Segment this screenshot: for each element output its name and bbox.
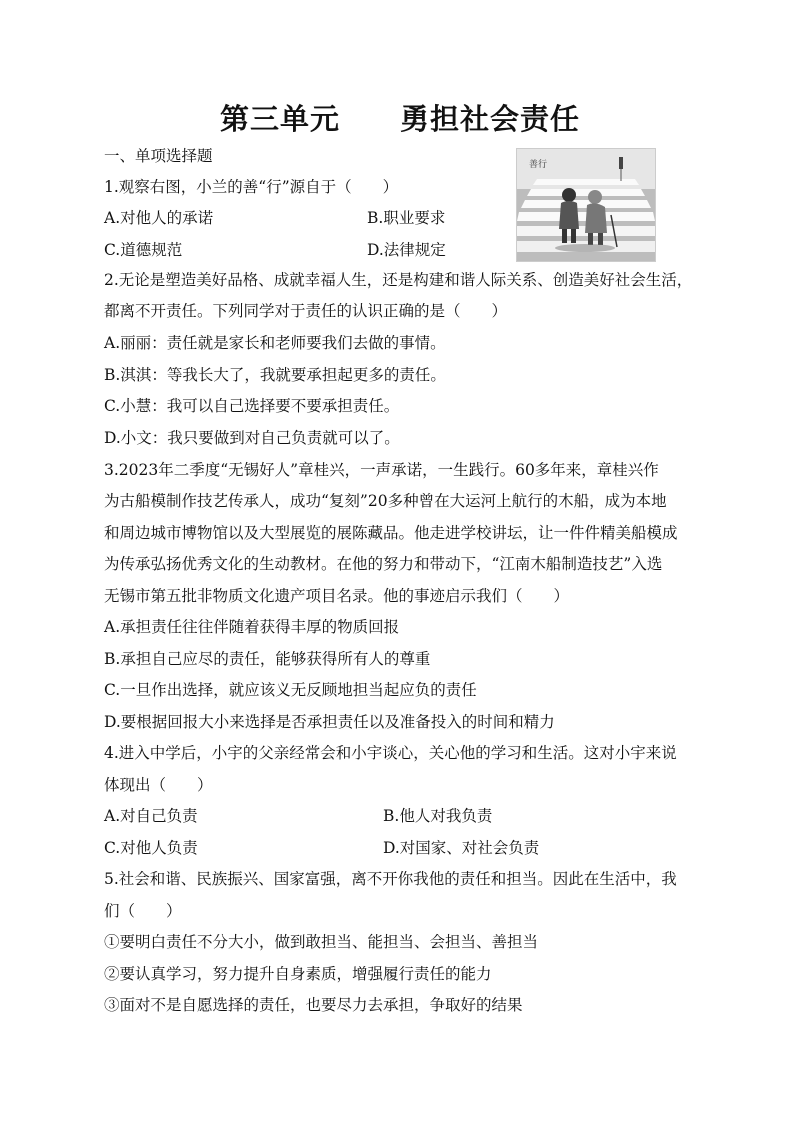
q4-option-d: D.对国家、对社会负责 — [383, 839, 540, 857]
q3-option-a: A.承担责任往往伴随着获得丰厚的物质回报 — [104, 618, 400, 636]
crosswalk-image — [517, 149, 655, 261]
q4-option-a: A.对自己负责 — [104, 807, 198, 825]
q5-statement-1: ①要明白责任不分大小，做到敢担当、能担当、会担当、善担当 — [104, 933, 539, 951]
q3-option-d: D.要根据回报大小来选择是否承担责任以及准备投入的时间和精力 — [104, 713, 555, 731]
q3-option-b: B.承担自己应尽的责任，能够获得所有人的尊重 — [104, 650, 431, 668]
q3-stem-line4: 为传承弘扬优秀文化的生动教材。在他的努力和带动下，“江南木船制造技艺”入选 — [104, 555, 663, 573]
q3-stem-line2: 为古船模制作技艺传承人，成功“复刻”20多种曾在大运河上航行的木船，成为本地 — [104, 492, 667, 510]
q5-statement-3: ③面对不是自愿选择的责任，也要尽力去承担，争取好的结果 — [104, 996, 523, 1014]
q3-stem-line5: 无锡市第五批非物质文化遗产项目名录。他的事迹启示我们（ ） — [104, 587, 570, 605]
q4-option-c: C.对他人负责 — [104, 839, 198, 857]
q1-option-d: D.法律规定 — [367, 241, 446, 259]
q1-option-a: A.对他人的承诺 — [104, 209, 214, 227]
q5-statement-2: ②要认真学习，努力提升自身素质，增强履行责任的能力 — [104, 965, 492, 983]
q1-option-c: C.道德规范 — [104, 241, 183, 259]
q2-option-a: A.丽丽：责任就是家长和老师要我们去做的事情。 — [104, 334, 446, 352]
q2-option-b: B.淇淇：等我长大了，我就要承担起更多的责任。 — [104, 366, 446, 384]
q3-option-c: C.一旦作出选择，就应该义无反顾地担当起应负的责任 — [104, 681, 477, 699]
q4-option-b: B.他人对我负责 — [383, 807, 493, 825]
q3-stem-line1: 3.2023年二季度“无锡好人”章桂兴，一声承诺，一生践行。60多年来，章桂兴作 — [104, 461, 659, 479]
q1-option-b: B.职业要求 — [367, 209, 446, 227]
q2-option-d: D.小文：我只要做到对自己负责就可以了。 — [104, 429, 400, 447]
q2-stem-line1: 2.无论是塑造美好品格、成就幸福人生，还是构建和谐人际关系、创造美好社会生活， — [104, 271, 693, 289]
q1-stem: 1.观察右图，小兰的善“行”源自于（ ） — [104, 178, 399, 196]
q2-option-c: C.小慧：我可以自己选择要不要承担责任。 — [104, 397, 400, 415]
q5-stem-line2: 们（ ） — [104, 902, 182, 920]
q2-stem-line2: 都离不开责任。下列同学对于责任的认识正确的是（ ） — [104, 302, 508, 320]
q3-stem-line3: 和周边城市博物馆以及大型展览的展陈藏品。他走进学校讲坛，让一件件精美船模成 — [104, 524, 678, 542]
q4-stem-line2: 体现出（ ） — [104, 776, 213, 794]
page-title: 第三单元 勇担社会责任 — [219, 102, 580, 136]
crosswalk-illustration — [516, 148, 656, 262]
section-heading: 一、单项选择题 — [104, 147, 213, 165]
q4-stem-line1: 4.进入中学后，小宇的父亲经常会和小宇谈心，关心他的学习和生活。这对小宇来说 — [104, 744, 677, 762]
figure-caption: 善行 — [529, 160, 548, 170]
q5-stem-line1: 5.社会和谐、民族振兴、国家富强，离不开你我他的责任和担当。因此在生活中，我 — [104, 870, 677, 888]
